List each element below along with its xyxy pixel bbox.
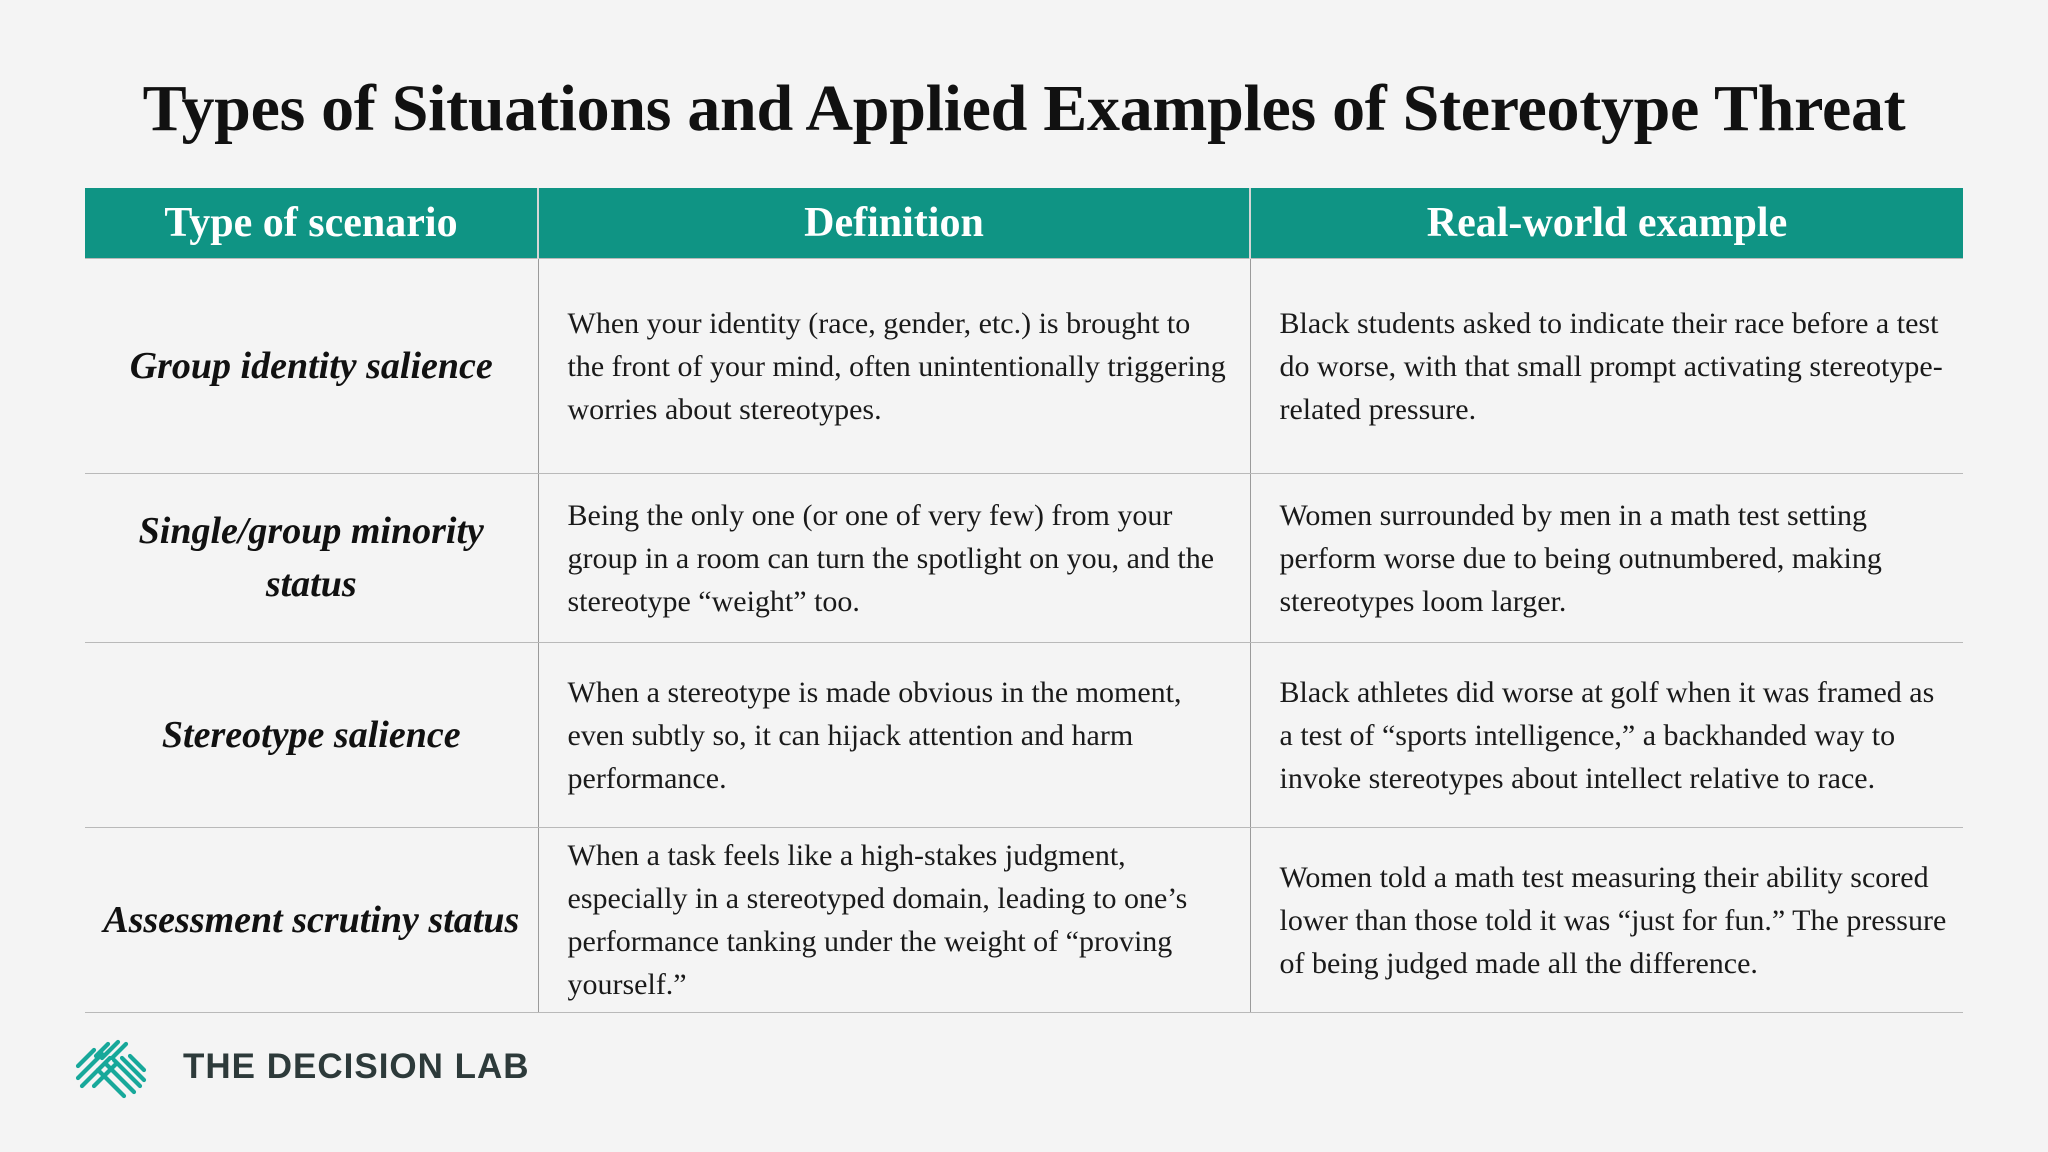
definition-cell: Being the only one (or one of very few) from your group in a room can turn the spotlight on you, and the stereotype “weight” too.: [538, 474, 1250, 643]
column-header-type: Type of scenario: [85, 188, 538, 259]
brand-name: THE DECISION LAB: [183, 1047, 530, 1086]
table-row: [85, 474, 1963, 643]
page-title: Types of Situations and Applied Examples of Stereotype Threat: [142, 72, 1906, 145]
column-header-example: Real-world example: [1250, 188, 1963, 259]
table-row: [85, 259, 1963, 474]
example-cell: Women told a math test measuring their ability scored lower than those told it was “just for fun.” The pressure of being judged made all the difference.: [1250, 828, 1963, 1013]
footer: [68, 1032, 530, 1102]
definition-cell: When your identity (race, gender, etc.) is brought to the front of your mind, often unintentionally triggering worries about stereotypes.: [538, 259, 1250, 474]
scenario-type-cell: Stereotype salience: [85, 643, 538, 828]
example-cell: Women surrounded by men in a math test setting perform worse due to being outnumbered, making stereotypes loom larger.: [1250, 474, 1963, 643]
table-row: [85, 643, 1963, 828]
scenario-type-cell: Group identity salience: [85, 259, 538, 474]
scenario-type-cell: Single/group minority status: [85, 474, 538, 643]
column-header-definition: Definition: [538, 188, 1250, 259]
example-cell: Black athletes did worse at golf when it was framed as a test of “sports intelligence,” a backhanded way to invoke stereotypes about intellect relative to race.: [1250, 643, 1963, 828]
scenario-type-cell: Assessment scrutiny status: [85, 828, 538, 1013]
example-cell: Black students asked to indicate their race before a test do worse, with that small prompt activating stereotype-related pressure.: [1250, 259, 1963, 474]
definition-cell: When a stereotype is made obvious in the moment, even subtly so, it can hijack attention and harm performance.: [538, 643, 1250, 828]
definition-cell: When a task feels like a high-stakes judgment, especially in a stereotyped domain, leading to one’s performance tanking under the weight of “proving yourself.”: [538, 828, 1250, 1013]
the-decision-lab-logo-icon: [68, 1032, 150, 1102]
stereotype-threat-table: [85, 188, 1963, 1013]
table-row: [85, 828, 1963, 1013]
table-header-row: [85, 188, 1963, 259]
